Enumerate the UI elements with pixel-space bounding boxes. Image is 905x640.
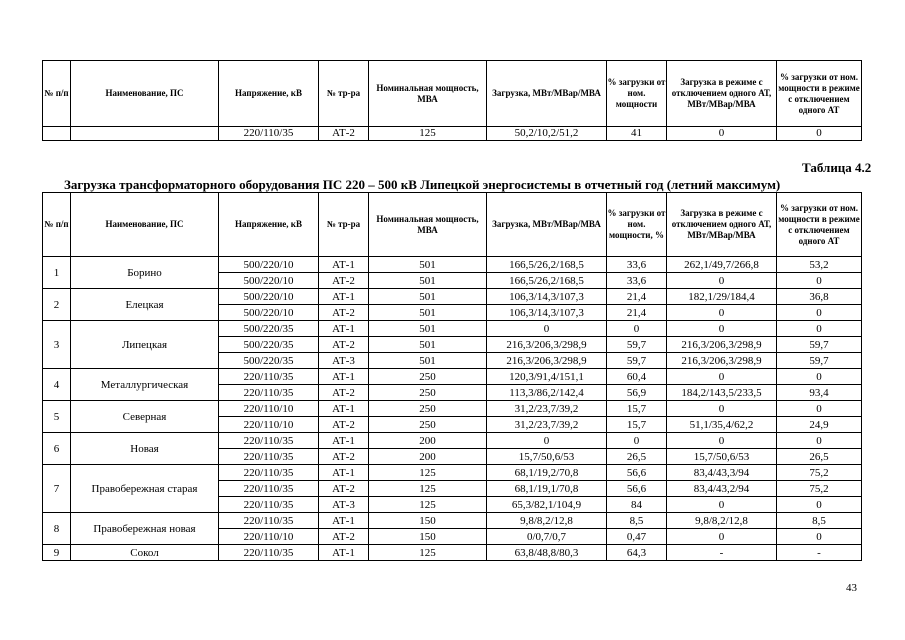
cell-nominal: 250 xyxy=(369,385,487,401)
table-row xyxy=(43,465,862,481)
header-row xyxy=(43,61,862,127)
cell-pct-off: 75,2 xyxy=(777,465,862,481)
table-row xyxy=(43,289,862,305)
cell-voltage: 220/110/35 xyxy=(219,545,319,561)
cell-pct: 33,6 xyxy=(607,257,667,273)
cell-load: 15,7/50,6/53 xyxy=(487,449,607,465)
cell-voltage: 220/110/35 xyxy=(219,513,319,529)
cell-load-off: 51,1/35,4/62,2 xyxy=(667,417,777,433)
cell-load: 68,1/19,2/70,8 xyxy=(487,465,607,481)
col-num: № п/п xyxy=(43,193,71,257)
cell-load-off: 0 xyxy=(667,497,777,513)
cell-pct-off: 59,7 xyxy=(777,337,862,353)
cell-load: 166,5/26,2/168,5 xyxy=(487,257,607,273)
cell-nominal: 150 xyxy=(369,513,487,529)
col-load-off: Загрузка в режиме с отключением одного АТ, МВт/МВар/МВА xyxy=(667,61,777,127)
cell-load: 0 xyxy=(487,433,607,449)
cell-pct: 59,7 xyxy=(607,337,667,353)
cell-pct: 15,7 xyxy=(607,401,667,417)
cell-nominal: 501 xyxy=(369,257,487,273)
cell-load-off: 0 xyxy=(667,369,777,385)
cell-name: Борино xyxy=(71,257,219,289)
cell-tr: АТ-2 xyxy=(319,417,369,433)
cell-name xyxy=(71,127,219,141)
cell-num: 9 xyxy=(43,545,71,561)
cell-name: Металлургическая xyxy=(71,369,219,401)
cell-load-off: 0 xyxy=(667,321,777,337)
cell-nominal: 125 xyxy=(369,545,487,561)
cell-tr: АТ-2 xyxy=(319,337,369,353)
cell-pct-off: 24,9 xyxy=(777,417,862,433)
col-pct: % загрузки от ном. мощности xyxy=(607,61,667,127)
cell-nominal: 501 xyxy=(369,337,487,353)
cell-num: 1 xyxy=(43,257,71,289)
cell-pct-off: 53,2 xyxy=(777,257,862,273)
cell-nominal: 125 xyxy=(369,497,487,513)
cell-pct-off: 0 xyxy=(777,127,862,141)
col-num: № п/п xyxy=(43,61,71,127)
cell-tr: АТ-3 xyxy=(319,497,369,513)
col-voltage: Напряжение, кВ xyxy=(219,193,319,257)
cell-pct-off: 8,5 xyxy=(777,513,862,529)
cell-load: 120,3/91,4/151,1 xyxy=(487,369,607,385)
cell-num xyxy=(43,127,71,141)
cell-voltage: 500/220/10 xyxy=(219,273,319,289)
cell-voltage: 220/110/35 xyxy=(219,127,319,141)
cell-load-off: 0 xyxy=(667,127,777,141)
cell-voltage: 220/110/35 xyxy=(219,497,319,513)
cell-nominal: 501 xyxy=(369,321,487,337)
table-body xyxy=(43,257,862,561)
cell-pct: 60,4 xyxy=(607,369,667,385)
cell-nominal: 250 xyxy=(369,417,487,433)
col-tr: № тр-ра xyxy=(319,61,369,127)
cell-load-off: 216,3/206,3/298,9 xyxy=(667,337,777,353)
cell-name: Правобережная старая xyxy=(71,465,219,513)
cell-num: 8 xyxy=(43,513,71,545)
cell-load-off: 262,1/49,7/266,8 xyxy=(667,257,777,273)
cell-pct: 56,6 xyxy=(607,465,667,481)
cell-load-off: 0 xyxy=(667,529,777,545)
cell-load: 216,3/206,3/298,9 xyxy=(487,337,607,353)
cell-voltage: 220/110/35 xyxy=(219,433,319,449)
cell-load: 0/0,7/0,7 xyxy=(487,529,607,545)
cell-name: Правобережная новая xyxy=(71,513,219,545)
cell-pct: 21,4 xyxy=(607,289,667,305)
cell-pct-off: 59,7 xyxy=(777,353,862,369)
cell-voltage: 220/110/10 xyxy=(219,529,319,545)
cell-pct-off: - xyxy=(777,545,862,561)
col-name: Наименование, ПС xyxy=(71,61,219,127)
cell-nominal: 250 xyxy=(369,401,487,417)
cell-voltage: 220/110/35 xyxy=(219,369,319,385)
cell-name: Северная xyxy=(71,401,219,433)
cell-pct: 15,7 xyxy=(607,417,667,433)
cell-pct-off: 36,8 xyxy=(777,289,862,305)
cell-name: Липецкая xyxy=(71,321,219,369)
cell-load: 31,2/23,7/39,2 xyxy=(487,401,607,417)
cell-nominal: 125 xyxy=(369,465,487,481)
cell-num: 3 xyxy=(43,321,71,369)
col-pct: % загрузки от ном. мощности, % xyxy=(607,193,667,257)
cell-num: 4 xyxy=(43,369,71,401)
cell-num: 7 xyxy=(43,465,71,513)
table-row xyxy=(43,321,862,337)
cell-load: 166,5/26,2/168,5 xyxy=(487,273,607,289)
cell-tr: АТ-1 xyxy=(319,465,369,481)
load-table xyxy=(42,192,862,561)
cell-nominal: 125 xyxy=(369,481,487,497)
cell-pct: 21,4 xyxy=(607,305,667,321)
cell-voltage: 500/220/35 xyxy=(219,321,319,337)
cell-name: Новая xyxy=(71,433,219,465)
cell-nominal: 125 xyxy=(369,127,487,141)
cell-tr: АТ-2 xyxy=(319,305,369,321)
cell-pct: 26,5 xyxy=(607,449,667,465)
cell-voltage: 220/110/35 xyxy=(219,465,319,481)
col-load-off: Загрузка в режиме с отключением одного АТ, МВт/МВар/МВА xyxy=(667,193,777,257)
cell-pct: 59,7 xyxy=(607,353,667,369)
cell-voltage: 500/220/35 xyxy=(219,337,319,353)
cell-num: 2 xyxy=(43,289,71,321)
cell-load: 50,2/10,2/51,2 xyxy=(487,127,607,141)
continuation-table xyxy=(42,60,862,141)
cell-load-off: 182,1/29/184,4 xyxy=(667,289,777,305)
cell-load-off: 83,4/43,3/94 xyxy=(667,465,777,481)
cell-tr: АТ-1 xyxy=(319,257,369,273)
cell-pct-off: 0 xyxy=(777,529,862,545)
cell-load: 63,8/48,8/80,3 xyxy=(487,545,607,561)
cell-tr: АТ-1 xyxy=(319,401,369,417)
cell-tr: АТ-1 xyxy=(319,321,369,337)
table-row xyxy=(43,513,862,529)
cell-num: 6 xyxy=(43,433,71,465)
cell-nominal: 501 xyxy=(369,289,487,305)
cell-load-off: 0 xyxy=(667,273,777,289)
cell-tr: АТ-2 xyxy=(319,273,369,289)
col-name: Наименование, ПС xyxy=(71,193,219,257)
cell-load: 0 xyxy=(487,321,607,337)
cell-pct: 8,5 xyxy=(607,513,667,529)
cell-pct-off: 0 xyxy=(777,369,862,385)
cell-tr: АТ-3 xyxy=(319,353,369,369)
cell-pct: 0,47 xyxy=(607,529,667,545)
cell-pct: 64,3 xyxy=(607,545,667,561)
cell-load-off: 216,3/206,3/298,9 xyxy=(667,353,777,369)
cell-tr: АТ-1 xyxy=(319,369,369,385)
cell-load: 65,3/82,1/104,9 xyxy=(487,497,607,513)
cell-pct: 0 xyxy=(607,321,667,337)
cell-voltage: 500/220/10 xyxy=(219,257,319,273)
cell-pct: 33,6 xyxy=(607,273,667,289)
cell-tr: АТ-2 xyxy=(319,385,369,401)
cell-name: Сокол xyxy=(71,545,219,561)
cell-nominal: 150 xyxy=(369,529,487,545)
col-load: Загрузка, МВт/МВар/МВА xyxy=(487,193,607,257)
cell-name: Елецкая xyxy=(71,289,219,321)
cell-pct-off: 0 xyxy=(777,433,862,449)
col-nominal: Номинальная мощность, МВА xyxy=(369,193,487,257)
cell-load: 113,3/86,2/142,4 xyxy=(487,385,607,401)
table-row xyxy=(43,257,862,273)
cell-load-off: 83,4/43,2/94 xyxy=(667,481,777,497)
cell-nominal: 200 xyxy=(369,449,487,465)
cell-pct-off: 0 xyxy=(777,305,862,321)
cell-voltage: 220/110/10 xyxy=(219,417,319,433)
cell-load-off: 0 xyxy=(667,401,777,417)
cell-load-off: 184,2/143,5/233,5 xyxy=(667,385,777,401)
cell-voltage: 220/110/10 xyxy=(219,401,319,417)
cell-nominal: 250 xyxy=(369,369,487,385)
cell-pct-off: 0 xyxy=(777,401,862,417)
cell-pct-off: 26,5 xyxy=(777,449,862,465)
cell-tr: АТ-1 xyxy=(319,513,369,529)
col-pct-off: % загрузки от ном. мощности в режиме с отключением одного АТ xyxy=(777,193,862,257)
col-tr: № тр-ра xyxy=(319,193,369,257)
table-row xyxy=(43,369,862,385)
cell-load-off: 15,7/50,6/53 xyxy=(667,449,777,465)
cell-load-off: 9,8/8,2/12,8 xyxy=(667,513,777,529)
cell-tr: АТ-1 xyxy=(319,289,369,305)
cell-load: 9,8/8,2/12,8 xyxy=(487,513,607,529)
cell-load: 106,3/14,3/107,3 xyxy=(487,305,607,321)
cell-voltage: 500/220/35 xyxy=(219,353,319,369)
cell-voltage: 220/110/35 xyxy=(219,385,319,401)
cell-tr: АТ-2 xyxy=(319,481,369,497)
cell-nominal: 501 xyxy=(369,353,487,369)
cell-voltage: 220/110/35 xyxy=(219,449,319,465)
cell-num: 5 xyxy=(43,401,71,433)
table-title: Загрузка трансформаторного оборудования ПС 220 – 500 кВ Липецкой энергосистемы в отчетный год (летний максимум) xyxy=(64,177,781,192)
cell-pct-off: 93,4 xyxy=(777,385,862,401)
cell-voltage: 220/110/35 xyxy=(219,481,319,497)
cell-pct: 56,9 xyxy=(607,385,667,401)
table-label: Таблица 4.2 xyxy=(802,160,872,175)
cell-voltage: 500/220/10 xyxy=(219,305,319,321)
cell-pct: 41 xyxy=(607,127,667,141)
cell-tr: АТ-2 xyxy=(319,529,369,545)
cell-pct: 56,6 xyxy=(607,481,667,497)
cell-tr: АТ-1 xyxy=(319,545,369,561)
cell-pct-off: 0 xyxy=(777,497,862,513)
cell-nominal: 200 xyxy=(369,433,487,449)
cell-tr: АТ-1 xyxy=(319,433,369,449)
cell-nominal: 501 xyxy=(369,273,487,289)
cell-load-off: - xyxy=(667,545,777,561)
cell-load: 216,3/206,3/298,9 xyxy=(487,353,607,369)
cell-load: 106,3/14,3/107,3 xyxy=(487,289,607,305)
table-row xyxy=(43,127,862,141)
table-row xyxy=(43,545,862,561)
cell-voltage: 500/220/10 xyxy=(219,289,319,305)
cell-pct-off: 75,2 xyxy=(777,481,862,497)
table-row xyxy=(43,433,862,449)
col-nominal: Номинальная мощность, МВА xyxy=(369,61,487,127)
cell-pct: 84 xyxy=(607,497,667,513)
cell-pct-off: 0 xyxy=(777,273,862,289)
cell-pct: 0 xyxy=(607,433,667,449)
cell-tr: АТ-2 xyxy=(319,449,369,465)
cell-load: 31,2/23,7/39,2 xyxy=(487,417,607,433)
col-load: Загрузка, МВт/МВар/МВА xyxy=(487,61,607,127)
cell-load: 68,1/19,1/70,8 xyxy=(487,481,607,497)
table-row xyxy=(43,401,862,417)
col-pct-off: % загрузки от ном. мощности в режиме с отключением одного АТ xyxy=(777,61,862,127)
cell-load-off: 0 xyxy=(667,433,777,449)
header-row xyxy=(43,193,862,257)
cell-tr: АТ-2 xyxy=(319,127,369,141)
cell-pct-off: 0 xyxy=(777,321,862,337)
page-number: 43 xyxy=(846,582,857,594)
cell-nominal: 501 xyxy=(369,305,487,321)
cell-load-off: 0 xyxy=(667,305,777,321)
col-voltage: Напряжение, кВ xyxy=(219,61,319,127)
